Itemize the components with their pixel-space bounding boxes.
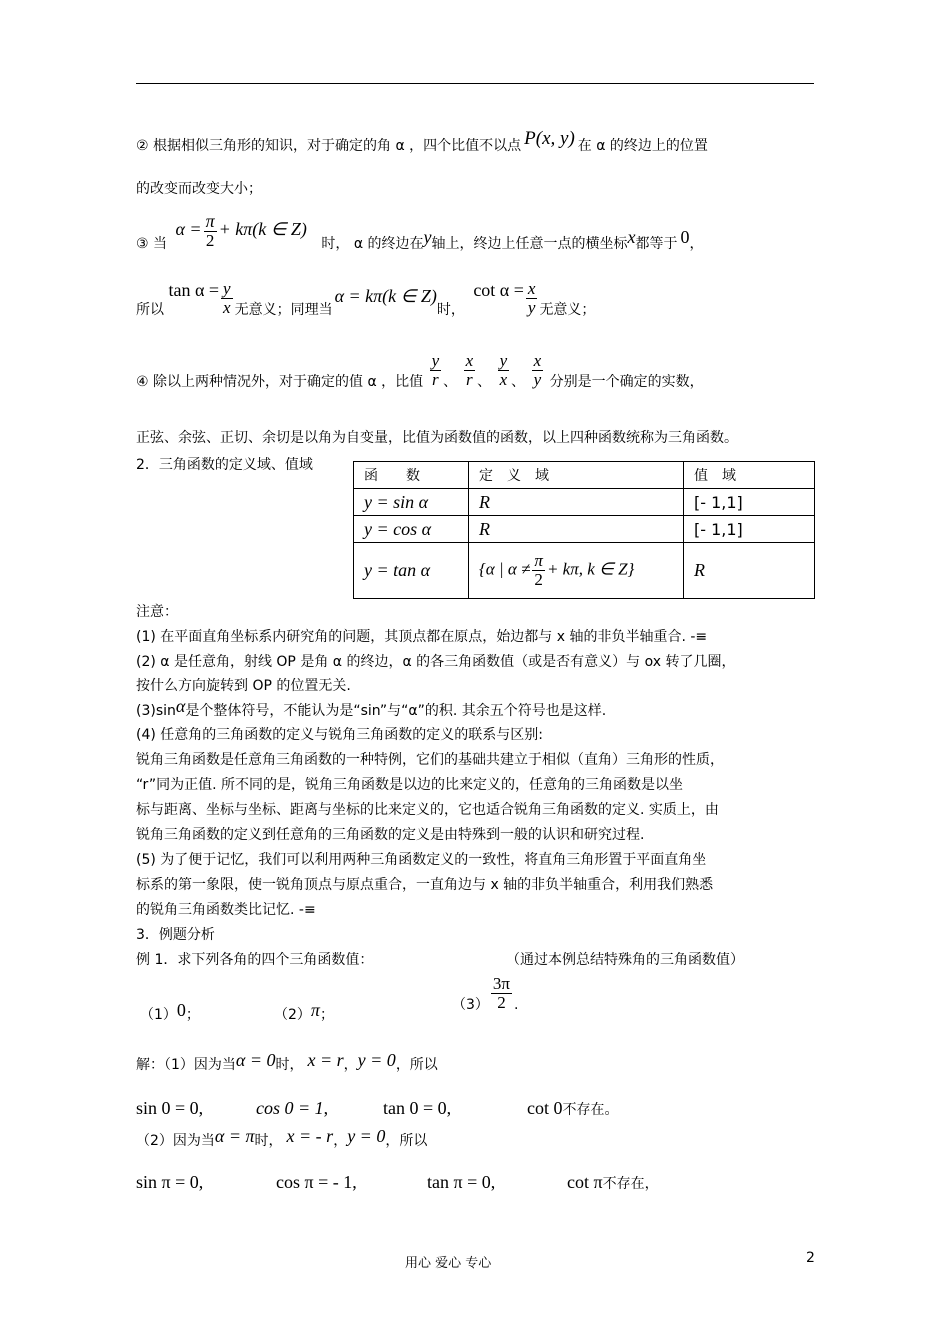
- frac-2-den: r: [466, 369, 473, 389]
- solution-line-2: [136, 1126, 428, 1150]
- sol-1-comma: ，: [343, 1057, 358, 1073]
- frac-4-num: x: [533, 351, 542, 370]
- cell-fn: y = cos α: [354, 516, 469, 543]
- frac-3-den: x: [499, 369, 508, 389]
- undefined-text-2: 无意义；: [539, 302, 596, 319]
- example-item-1: [140, 1000, 200, 1024]
- sol-2-cos: [276, 1172, 357, 1193]
- k-expression: + kπ(k ∈ Z): [218, 218, 307, 239]
- note-4c: 标与距离、坐标与坐标、距离与坐标的比来定义的，它也适合锐角三角函数的定义. 实质上，由: [136, 802, 719, 818]
- example-item-3: [452, 975, 518, 1012]
- sol-1-cos: [256, 1098, 328, 1119]
- table-header-row: [354, 462, 815, 489]
- note-4d: 锐角三角函数的定义到任意角的三角函数的定义是由特殊到一般的认识和研究过程.: [136, 827, 645, 843]
- item-1-semi: ；: [185, 1007, 200, 1023]
- example-item-2: [274, 1000, 334, 1024]
- undefined-text-1: 无意义；同理当: [234, 302, 333, 319]
- para-3-when: ③ 当: [136, 235, 168, 252]
- frac-4-den: y: [533, 369, 542, 389]
- solution-line-1: [136, 1050, 438, 1074]
- item-2-value: π: [310, 1000, 320, 1020]
- example-1-title: 例 1．求下列各角的四个三角函数值：: [136, 952, 374, 968]
- page-number: 2: [806, 1250, 815, 1266]
- y-var: y: [423, 226, 432, 247]
- note-5c: 的锐角三角函数类比记忆. -≡: [136, 902, 316, 918]
- tan-den: x: [223, 297, 231, 317]
- sep: ,: [198, 1172, 204, 1192]
- note-3: [136, 696, 607, 720]
- trig-domain-range-table: [353, 461, 815, 599]
- when-text: 时，: [436, 302, 465, 319]
- sol-1-cot: [527, 1098, 619, 1119]
- sol-1-pre: 解：（1）因为当: [136, 1057, 236, 1073]
- x-var: x: [627, 226, 636, 247]
- item-3-dot: .: [514, 997, 519, 1014]
- two-denominator: 2: [205, 230, 215, 250]
- separator: 、: [477, 374, 492, 391]
- item-3-label: （3）: [452, 997, 489, 1014]
- domain-num: π: [534, 551, 543, 571]
- cell-range: R: [684, 543, 815, 599]
- sol-2-alpha: α = π: [214, 1126, 255, 1146]
- para-3-line: [136, 212, 704, 250]
- cot-zero: cot 0: [527, 1098, 563, 1118]
- tan-alpha: tan α =: [168, 280, 220, 301]
- tan-num: y: [223, 279, 231, 298]
- cos-zero: cos 0 = 1: [256, 1098, 324, 1118]
- frac-2-num: x: [465, 351, 474, 370]
- sep: ,: [352, 1172, 357, 1192]
- sol-2-when: 时，: [254, 1133, 283, 1149]
- note-2a: (2) α 是任意角，射线 OP 是角 α 的终边，α 的各三角函数值（或是否有意义）与 ox 转了几圈，: [136, 654, 736, 670]
- sep: ,: [198, 1098, 204, 1118]
- frac-1-den: r: [432, 369, 439, 389]
- note-3-alpha: α: [175, 696, 186, 716]
- sol-1-x: x = r: [307, 1050, 344, 1070]
- sol-2-y: y = 0: [347, 1126, 386, 1146]
- note-5a: (5) 为了便于记忆，我们可以利用两种三角函数定义的一致性，将直角三角形置于平面直角坐: [136, 852, 707, 868]
- sol-2-cot: [567, 1172, 659, 1193]
- cell-domain: R: [469, 516, 684, 543]
- item-3-den: 2: [497, 992, 506, 1012]
- example-1-hint: （通过本例总结特殊角的三角函数值）: [506, 952, 744, 968]
- para-3-end: ，: [689, 235, 704, 252]
- cot-alpha: cot α =: [473, 280, 524, 301]
- note-3-sin: (3)sin: [136, 703, 176, 719]
- sol-2-pre: （2）因为当: [136, 1133, 215, 1149]
- sep: ,: [490, 1172, 496, 1192]
- note-3-text: 是个整体符号，不能认为是“sin”与“α”的积. 其余五个符号也是这样.: [185, 703, 607, 719]
- domain-post: + kπ, k ∈ Z}: [546, 559, 635, 579]
- para-2-line-2: 的改变而改变大小；: [136, 181, 262, 197]
- domain-pre: {α | α ≠: [479, 559, 531, 579]
- note-1: (1) 在平面直角坐标系内研究角的问题，其顶点都在原点，始边都与 x 轴的非负半轴重合. -≡: [136, 629, 708, 645]
- sin-pi: sin π = 0: [136, 1172, 199, 1192]
- point-p: P(x, y): [524, 128, 575, 149]
- cot-zero-post: 不存在。: [562, 1102, 619, 1118]
- cell-fn: y = sin α: [354, 489, 469, 516]
- section-2-heading: 2．三角函数的定义域、值域: [136, 457, 313, 473]
- item-3-num: 3π: [492, 974, 511, 993]
- table-row: [354, 543, 815, 599]
- cell-fn: y = tan α: [354, 543, 469, 599]
- separator: 、: [511, 374, 526, 391]
- cell-range: [- 1,1]: [684, 516, 815, 543]
- sol-1-y: y = 0: [357, 1050, 396, 1070]
- cell-range: [- 1,1]: [684, 489, 815, 516]
- cot-den: y: [527, 297, 536, 317]
- sol-1-when: 时，: [275, 1057, 304, 1073]
- page-footer: 用心 爱心 专心: [405, 1256, 492, 1271]
- para-4-line: [136, 352, 704, 389]
- header-range: 值 域: [684, 462, 815, 489]
- header-function: 函 数: [354, 462, 469, 489]
- sol-1-sin: [136, 1098, 203, 1119]
- sep: ,: [446, 1098, 452, 1118]
- section-3-heading: 3．例题分析: [136, 927, 215, 943]
- para-2-line-1: [136, 128, 708, 156]
- item-2-semi: ；: [319, 1007, 334, 1023]
- para-4-end: 分别是一个确定的实数，: [549, 374, 704, 391]
- sol-1-tan: [383, 1098, 451, 1119]
- cell-domain-tan: [469, 543, 684, 599]
- cell-domain: R: [469, 489, 684, 516]
- cot-pi-post: 不存在，: [602, 1176, 659, 1192]
- domain-den: 2: [534, 570, 543, 589]
- para-3b-line: [136, 280, 595, 317]
- para-5: 正弦、余弦、正切、余切是以角为自变量，比值为函数值的函数，以上四种函数统称为三角函数。: [136, 430, 738, 446]
- para-3-mid3: 都等于: [635, 235, 678, 252]
- para-2-text: ② 根据相似三角形的知识，对于确定的角 α ，四个比值不以点: [136, 138, 522, 154]
- sin-zero: sin 0 = 0: [136, 1098, 199, 1118]
- sol-2-comma: ，: [333, 1133, 348, 1149]
- zero-val: 0: [680, 226, 690, 247]
- tan-pi: tan π = 0: [427, 1172, 491, 1192]
- item-2-label: （2）: [274, 1007, 311, 1023]
- para-2-text-end: 在 α 的终边上的位置: [577, 138, 708, 154]
- note-4b: “r”同为正值. 所不同的是，锐角三角函数是以边的比来定义的，任意角的三角函数是以坐: [136, 777, 683, 793]
- sep: ,: [323, 1098, 329, 1118]
- sol-2-sin: [136, 1172, 203, 1193]
- note-2b: 按什么方向旋转到 OP 的位置无关.: [136, 678, 351, 694]
- cot-pi: cot π: [567, 1172, 603, 1192]
- header-domain: 定 义 域: [469, 462, 684, 489]
- sol-2-post: ，所以: [385, 1133, 428, 1149]
- note-5b: 标系的第一象限，使一锐角顶点与原点重合，一直角边与 x 轴的非负半轴重合，利用我们熟悉: [136, 877, 714, 893]
- item-1-label: （1）: [140, 1007, 177, 1023]
- item-1-value: 0: [176, 1000, 186, 1020]
- notes-title: 注意：: [136, 604, 178, 620]
- para-3-mid: 时， α 的终边在: [321, 235, 424, 252]
- note-4a: 锐角三角函数是任意角三角函数的一种特例，它们的基础共建立于相似（直角）三角形的性质，: [136, 752, 724, 768]
- table-row: [354, 489, 815, 516]
- cos-pi: cos π = - 1: [276, 1172, 353, 1192]
- separator: 、: [443, 374, 458, 391]
- header-rule: [136, 83, 814, 84]
- para-3-mid2: 轴上，终边上任意一点的横坐标: [431, 235, 628, 252]
- alpha-eq: α =: [175, 218, 202, 239]
- so-text: 所以: [136, 302, 164, 319]
- pi-numerator: π: [205, 211, 215, 231]
- table-row: [354, 516, 815, 543]
- sol-2-tan: [427, 1172, 495, 1193]
- frac-1-num: y: [431, 351, 440, 370]
- cot-num: x: [527, 279, 536, 298]
- note-4: (4) 任意角的三角函数的定义与锐角三角函数的定义的联系与区别:: [136, 727, 543, 743]
- frac-3-num: y: [499, 351, 508, 370]
- sol-1-post: ，所以: [395, 1057, 438, 1073]
- para-4-text: ④ 除以上两种情况外，对于确定的值 α ，比值: [136, 374, 424, 391]
- sol-1-alpha: α = 0: [235, 1050, 276, 1070]
- sol-2-x: x = - r: [286, 1126, 334, 1146]
- alpha-k-pi: α = kπ(k ∈ Z): [334, 286, 437, 307]
- tan-zero: tan 0 = 0: [383, 1098, 447, 1118]
